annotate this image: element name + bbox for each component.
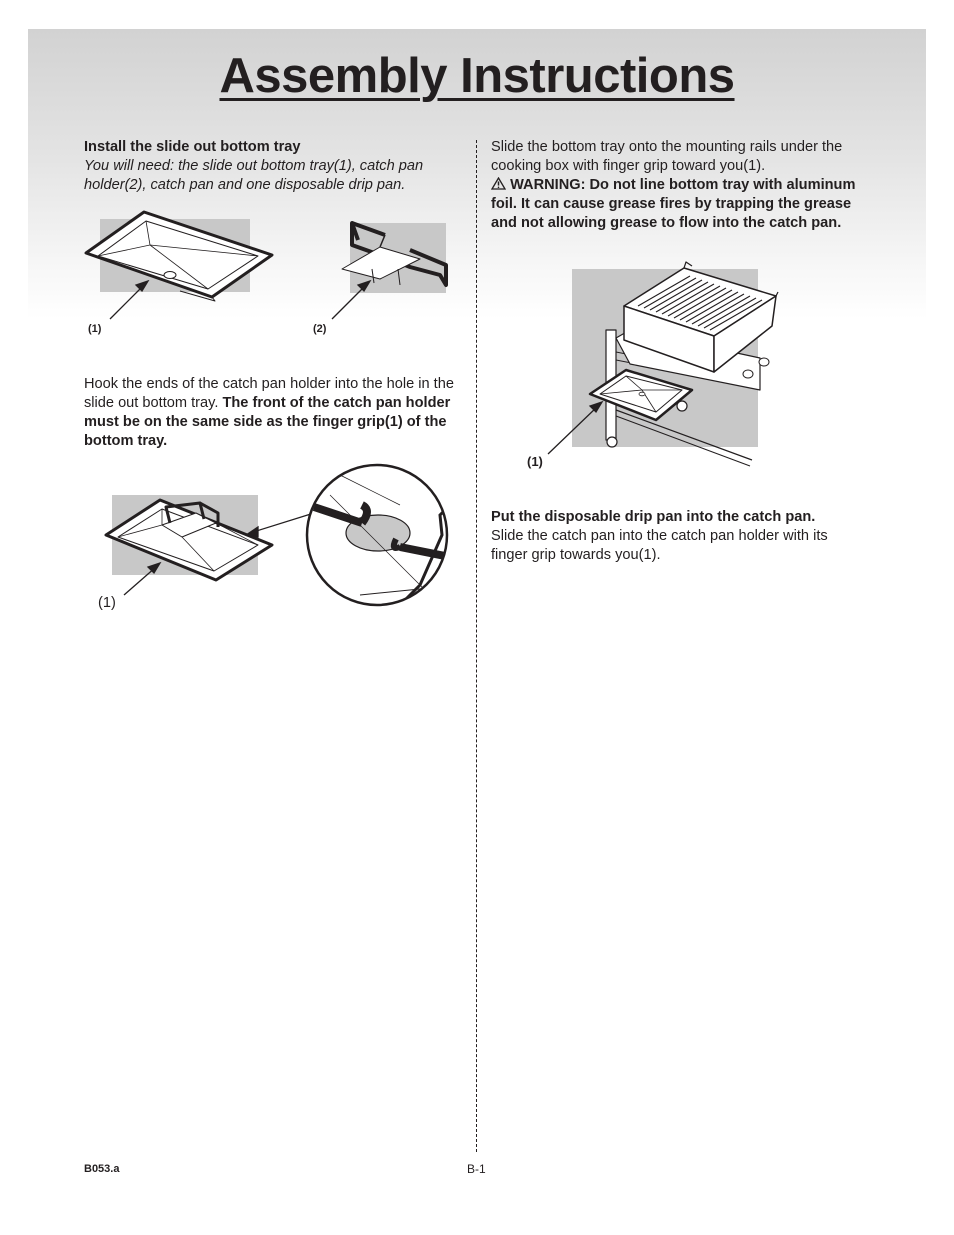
figure2-label-1: (1) [98,595,116,611]
figure1-label-2: (2) [313,323,327,335]
drip-pan-heading: Put the disposable drip pan into the catch pan. [491,509,816,525]
figure-holder-in-tray [100,465,460,605]
you-will-need-text: You will need: the slide out bottom tray(1), catch pan holder(2), catch pan and one disposable drip pan. [84,158,424,193]
install-heading: Install the slide out bottom tray [84,139,301,155]
zoom-detail-illustration [307,465,460,605]
hook-instructions [84,375,459,451]
figure1-label-1: (1) [88,323,102,335]
figure3-label-1: (1) [527,454,543,469]
warning-triangle-icon [491,177,506,190]
column-divider [476,140,477,1152]
figure-grill-with-tray [520,260,780,475]
hook-text-bold: The front of the catch pan holder must be on the same side as the finger grip(1) of the bottom tray. [84,395,451,449]
figure-tray-and-holder [80,205,460,340]
warning-paragraph [491,176,876,233]
page-number: B-1 [467,1162,486,1176]
drip-pan-text: Slide the catch pan into the catch pan holder with its finger grip towards you(1). [491,528,828,563]
hook-text-plain: Hook the ends of the catch pan holder into the hole in the slide out bottom tray. [84,376,454,411]
page-title: Assembly Instructions [219,49,735,103]
slide-tray-text: Slide the bottom tray onto the mounting rails under the cooking box with finger grip toward you(1). [491,139,843,174]
warning-text: WARNING: Do not line bottom tray with aluminum foil. It can cause grease fires by trapping the grease and not allowing grease to flow into the catch pan. [491,177,856,231]
document-code: B053.a [84,1163,120,1175]
